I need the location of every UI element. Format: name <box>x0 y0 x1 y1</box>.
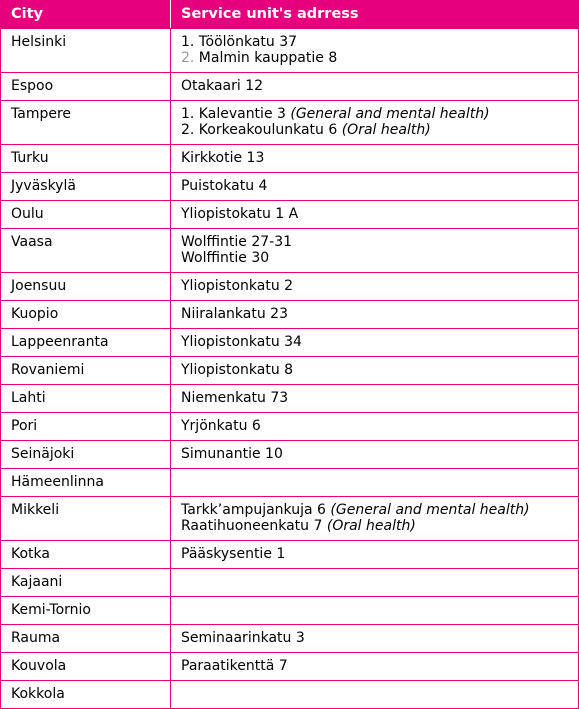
table-row <box>1 329 579 357</box>
address-line <box>181 418 570 434</box>
table-row <box>1 681 579 709</box>
address-text: Simunantie 10 <box>181 446 283 462</box>
address-text: Niiralankatu 23 <box>181 306 288 322</box>
address-cell <box>171 541 579 569</box>
address-line <box>181 178 570 194</box>
city-cell: Helsinki <box>1 29 171 73</box>
city-cell: Hämeenlinna <box>1 469 171 497</box>
city-cell: Lahti <box>1 385 171 413</box>
address-cell <box>171 357 579 385</box>
address-cell <box>171 273 579 301</box>
table-row <box>1 145 579 173</box>
city-cell: Joensuu <box>1 273 171 301</box>
address-cell <box>171 73 579 101</box>
address-text: Wolffintie 27-31 <box>181 234 293 250</box>
address-line <box>181 518 570 534</box>
city-cell: Jyväskylä <box>1 173 171 201</box>
address-line <box>181 362 570 378</box>
address-line <box>181 234 570 250</box>
address-cell <box>171 497 579 541</box>
address-cell <box>171 597 579 625</box>
address-line <box>181 446 570 462</box>
city-cell: Vaasa <box>1 229 171 273</box>
city-cell: Rauma <box>1 625 171 653</box>
address-note: (General and mental health) <box>290 106 490 122</box>
table-row <box>1 29 579 73</box>
address-text: Yliopistonkatu 34 <box>181 334 302 350</box>
table-row <box>1 301 579 329</box>
city-cell: Seinäjoki <box>1 441 171 469</box>
table-row <box>1 541 579 569</box>
address-cell <box>171 653 579 681</box>
city-cell: Turku <box>1 145 171 173</box>
address-cell <box>171 413 579 441</box>
table-row <box>1 469 579 497</box>
address-note: (General and mental health) <box>330 502 530 518</box>
address-text: Malmin kauppatie 8 <box>194 50 338 66</box>
table-row <box>1 653 579 681</box>
city-cell: Kokkola <box>1 681 171 709</box>
city-cell: Pori <box>1 413 171 441</box>
address-cell <box>171 625 579 653</box>
address-text: Raatihuoneenkatu 7 <box>181 518 327 534</box>
address-text: Otakaari 12 <box>181 78 264 94</box>
address-line <box>181 150 570 166</box>
address-text: Kirkkotie 13 <box>181 150 265 166</box>
address-cell <box>171 201 579 229</box>
table-row <box>1 597 579 625</box>
city-column-header: City <box>1 1 171 29</box>
table-body <box>1 29 579 709</box>
address-text: 2. Korkeakoulunkatu 6 <box>181 122 342 138</box>
city-cell: Kouvola <box>1 653 171 681</box>
address-cell <box>171 145 579 173</box>
address-line <box>181 546 570 562</box>
city-cell: Kajaani <box>1 569 171 597</box>
table-row <box>1 173 579 201</box>
address-line <box>181 122 570 138</box>
table-row <box>1 497 579 541</box>
address-line <box>181 658 570 674</box>
address-cell <box>171 329 579 357</box>
address-cell <box>171 441 579 469</box>
city-cell: Tampere <box>1 101 171 145</box>
address-text: Puistokatu 4 <box>181 178 268 194</box>
city-cell: Oulu <box>1 201 171 229</box>
address-text: Yliopistonkatu 2 <box>181 278 294 294</box>
table-row <box>1 385 579 413</box>
address-cell <box>171 101 579 145</box>
table-row <box>1 201 579 229</box>
address-column-header: Service unit's adrress <box>171 1 579 29</box>
address-text: Tarkk’ampujankuja 6 <box>181 502 331 518</box>
address-text: Yrjönkatu 6 <box>181 418 261 434</box>
address-line <box>181 206 570 222</box>
table-row <box>1 229 579 273</box>
table-row <box>1 273 579 301</box>
city-cell: Espoo <box>1 73 171 101</box>
city-cell: Kotka <box>1 541 171 569</box>
address-text: Pääskysentie 1 <box>181 546 286 562</box>
address-cell <box>171 301 579 329</box>
address-text: 1. Töölönkatu 37 <box>181 34 298 50</box>
table-row <box>1 413 579 441</box>
address-line <box>181 502 570 518</box>
address-cell <box>171 29 579 73</box>
address-text: Niemenkatu 73 <box>181 390 289 406</box>
address-cell <box>171 469 579 497</box>
table-row <box>1 441 579 469</box>
address-line <box>181 34 570 50</box>
city-cell: Kuopio <box>1 301 171 329</box>
address-text: Seminaarinkatu 3 <box>181 630 305 646</box>
address-text: Yliopistokatu 1 A <box>181 206 299 222</box>
table-row <box>1 101 579 145</box>
address-line <box>181 278 570 294</box>
table-row <box>1 569 579 597</box>
address-text: Wolffintie 30 <box>181 250 270 266</box>
table-row <box>1 625 579 653</box>
address-cell <box>171 173 579 201</box>
address-line <box>181 78 570 94</box>
city-cell: Kemi-Tornio <box>1 597 171 625</box>
address-line <box>181 250 570 266</box>
address-note: (Oral health) <box>341 122 431 138</box>
address-note: (Oral health) <box>326 518 416 534</box>
address-cell <box>171 569 579 597</box>
address-line <box>181 106 570 122</box>
table-row <box>1 73 579 101</box>
address-text: Yliopistonkatu 8 <box>181 362 294 378</box>
address-line <box>181 390 570 406</box>
city-cell: Mikkeli <box>1 497 171 541</box>
address-cell <box>171 229 579 273</box>
table-header-row <box>1 1 579 29</box>
address-cell <box>171 681 579 709</box>
address-line <box>181 630 570 646</box>
city-cell: Rovaniemi <box>1 357 171 385</box>
address-cell <box>171 385 579 413</box>
city-cell: Lappeenranta <box>1 329 171 357</box>
address-text: Paraatikenttä 7 <box>181 658 288 674</box>
table-row <box>1 357 579 385</box>
address-line <box>181 306 570 322</box>
list-number: 2. <box>181 50 195 66</box>
address-line <box>181 50 570 66</box>
address-text: 1. Kalevantie 3 <box>181 106 291 122</box>
address-line <box>181 334 570 350</box>
